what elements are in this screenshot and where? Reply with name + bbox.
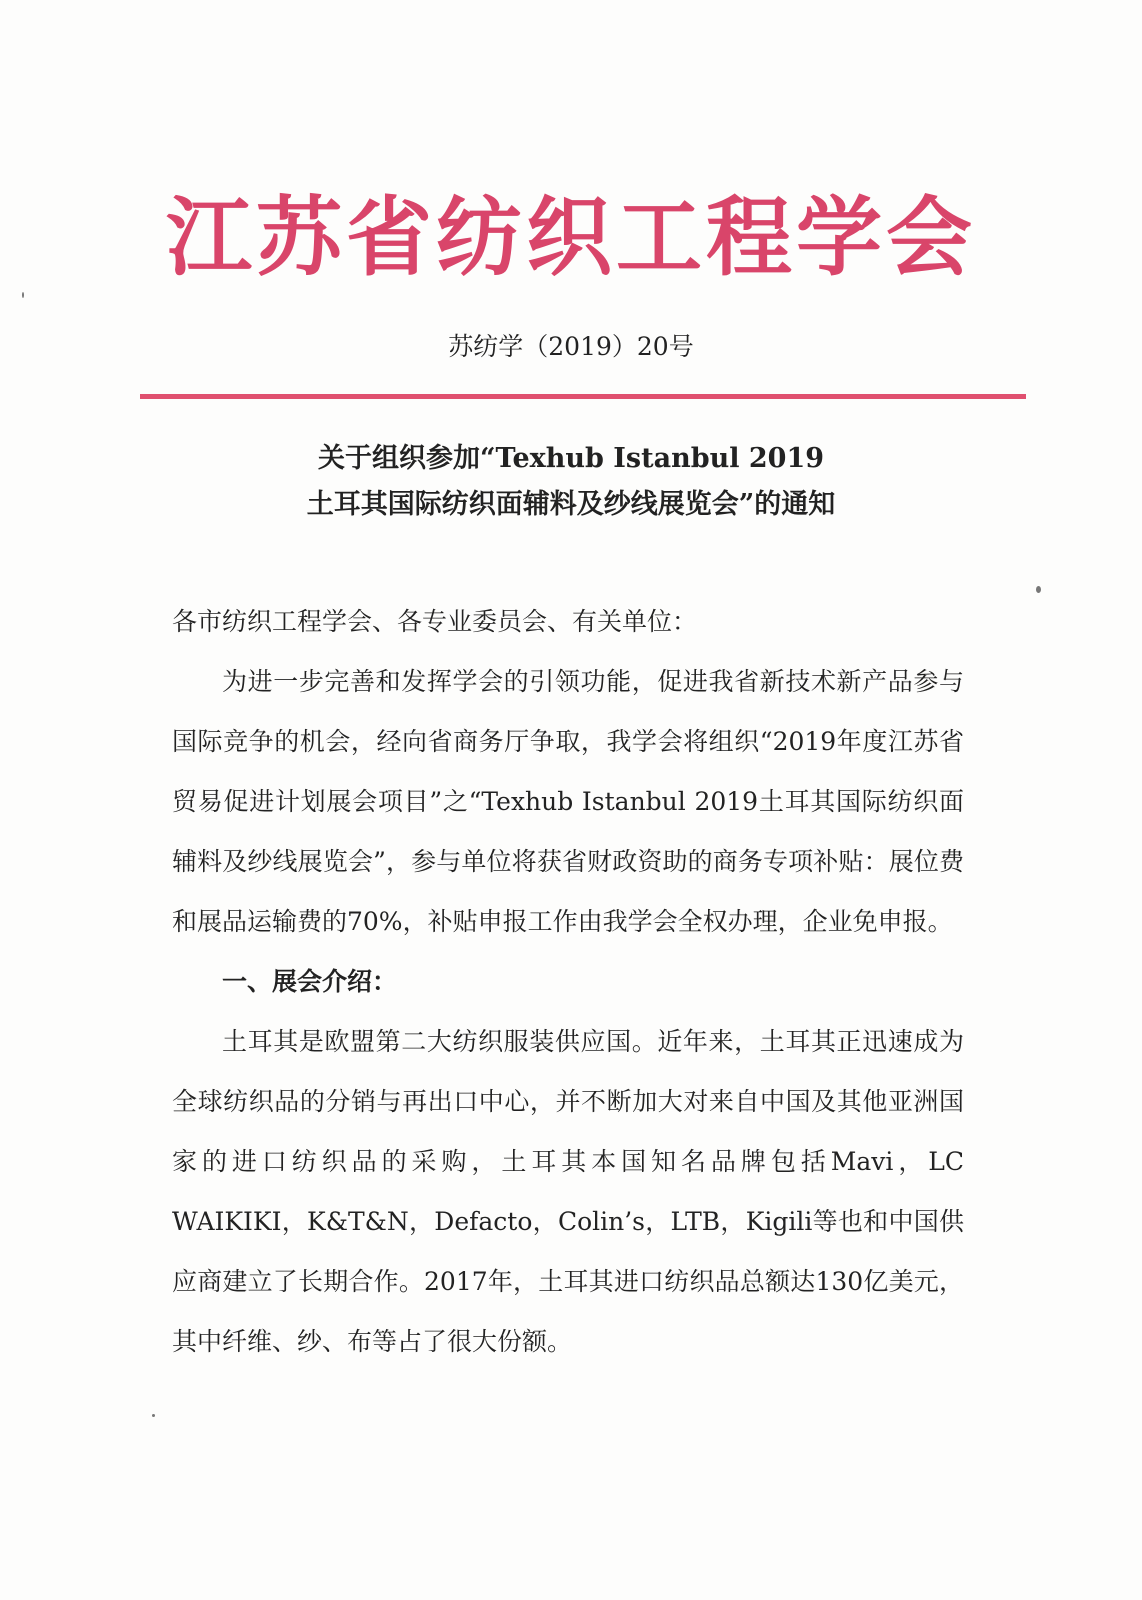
paragraph-exhibition-intro: 土耳其是欧盟第二大纺织服装供应国。近年来，土耳其正迅速成为全球纺织品的分销与再出口中心，并不断加大对来自中国及其他亚洲国家的进口纺织品的采购，土耳其本国知名品牌包括Mavi，LC WAIKIKI，K&T&N，Defacto，Colin’s，LTB，Kigili等也和中国供应商建立了长期合作。2017年，土耳其进口纺织品总额达130亿美元，其中纤维、纱、布等占了很大份额。 bbox=[172, 1027, 964, 1356]
paragraph-intro: 为进一步完善和发挥学会的引领功能，促进我省新技术新产品参与国际竞争的机会，经向省商务厅争取，我学会将组织“2019年度江苏省贸易促进计划展会项目”之“Texhub Istanbul 2019土耳其国际纺织面辅料及纱线展览会”，参与单位将获省财政资助的商务专项补贴：展位费和展品运输费的70%，补贴申报工作由我学会全权办理，企业免申报。 bbox=[172, 667, 964, 936]
notice-title-line-2: 土耳其国际纺织面辅料及纱线展览会”的通知 bbox=[306, 489, 836, 520]
letterhead-org-name: 江苏省纺织工程学会 bbox=[166, 187, 976, 288]
notice-title-line-1: 关于组织参加“Texhub Istanbul 2019 bbox=[317, 443, 825, 474]
salutation: 各市纺织工程学会、各专业委员会、有关单位： bbox=[172, 607, 698, 636]
letterhead-red-rule bbox=[140, 394, 1026, 399]
scan-speck bbox=[152, 1414, 155, 1417]
scan-speck bbox=[1036, 586, 1041, 593]
document-number: 苏纺学（2019）20号 bbox=[448, 332, 694, 361]
notice-title bbox=[0, 436, 1142, 528]
scan-speck bbox=[22, 292, 24, 298]
section-heading-exhibition-intro: 一、展会介绍： bbox=[222, 967, 398, 996]
notice-body bbox=[172, 592, 964, 1372]
